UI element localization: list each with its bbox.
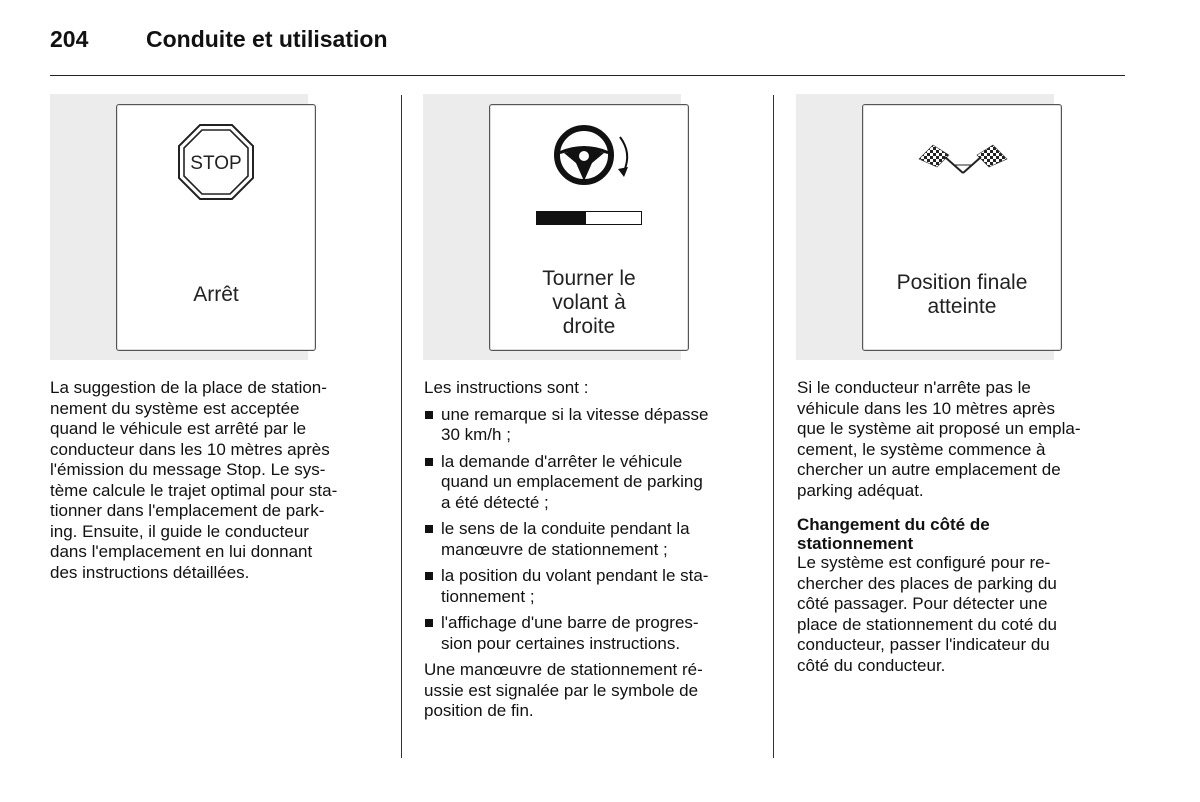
text-line: une remarque si la vitesse dépasse: [441, 404, 709, 424]
figure-steer-card: [489, 104, 689, 351]
figure-steer-label-line: droite: [562, 315, 616, 338]
text-line: la position du volant pendant le sta-: [441, 566, 709, 585]
bullet-square-icon: [425, 619, 433, 627]
text-line: La suggestion de la place de station-: [50, 378, 327, 397]
text-line: conducteur, passer l'indicateur du: [797, 635, 1050, 654]
text-line: ussie est signalée par le symbole de: [424, 680, 699, 700]
text-line: l'affichage d'une barre de progres-: [441, 613, 699, 632]
column-divider-1: [401, 95, 402, 758]
progress-bar-fill: [537, 212, 586, 224]
text-line: a été détecté ;: [441, 492, 549, 512]
text-line: Une manœuvre de stationnement ré-: [424, 660, 703, 679]
list-item: [424, 613, 764, 654]
text-line: place de stationnement du coté du: [797, 614, 1057, 634]
page-header: [50, 26, 388, 53]
text-line: Si le conducteur n'arrête pas le: [797, 378, 1031, 397]
text-line: sion pour certaines instructions.: [441, 633, 681, 653]
text-line: quand un emplacement de parking: [441, 472, 703, 491]
text-line: position de fin.: [424, 701, 534, 720]
text-line: le sens de la conduite pendant la: [441, 519, 690, 538]
figure-finish-card: [862, 104, 1062, 351]
checkered-flags-icon: [915, 141, 1011, 175]
figure-stop-panel: [50, 94, 308, 360]
section-heading: [797, 515, 1127, 553]
text-line: Le système est configuré pour re-: [797, 553, 1051, 572]
instructions-list: [424, 405, 764, 655]
figure-stop-label: Arrêt: [193, 283, 239, 306]
text-line: stationnement: [797, 534, 914, 553]
column-3-text: [797, 378, 1127, 676]
list-item: [424, 405, 764, 446]
list-item: [424, 519, 764, 560]
bullet-square-icon: [425, 458, 433, 466]
text-line: côté passager. Pour détecter une: [797, 594, 1048, 613]
text-line: conducteur dans les 10 mètres après: [50, 439, 330, 459]
text-line: ing. Ensuite, il guide le conducteur: [50, 521, 309, 541]
header-rule: [50, 75, 1125, 76]
figure-steer-label-line: volant à: [552, 291, 626, 314]
figure-finish-label-line: atteinte: [927, 295, 997, 318]
text-line: côté du conducteur.: [797, 655, 946, 675]
column-1-text: [50, 378, 390, 583]
text-line: tionnement ;: [441, 586, 535, 606]
body-paragraph: [797, 378, 1127, 501]
progress-bar: [536, 211, 642, 225]
figure-steer-label-line: Tourner le: [542, 267, 636, 290]
figure-steer-label: [490, 267, 688, 339]
instructions-intro: Les instructions sont :: [424, 378, 589, 397]
text-line: des instructions détaillées.: [50, 562, 250, 582]
text-line: nement du système est acceptée: [50, 398, 300, 418]
figure-finish-label: [863, 271, 1061, 319]
text-line: la demande d'arrêter le véhicule: [441, 451, 683, 471]
figure-finish-panel: [796, 94, 1054, 360]
bullet-square-icon: [425, 411, 433, 419]
list-item: [424, 452, 764, 514]
text-line: véhicule dans les 10 mètres après: [797, 398, 1055, 418]
text-line: parking adéquat.: [797, 480, 924, 500]
text-line: cement, le système commence à: [797, 439, 1046, 459]
stop-sign-text: STOP: [190, 153, 242, 174]
column-2-text: [424, 378, 764, 722]
body-paragraph: [797, 553, 1127, 676]
page-title: Conduite et utilisation: [146, 26, 388, 52]
steering-wheel-icon: [552, 123, 638, 187]
figure-stop-card: [116, 104, 316, 351]
column-divider-2: [773, 95, 774, 758]
bullet-square-icon: [425, 572, 433, 580]
text-line: tème calcule le trajet optimal pour sta-: [50, 480, 338, 500]
text-line: quand le véhicule est arrêté par le: [50, 419, 307, 438]
text-line: chercher des places de parking du: [797, 573, 1057, 593]
text-line: tionner dans l'emplacement de park-: [50, 501, 325, 520]
text-line: que le système ait proposé un empla-: [797, 419, 1081, 438]
text-line: chercher un autre emplacement de: [797, 460, 1061, 479]
instructions-outro: [424, 660, 764, 722]
page-number: 204: [50, 26, 89, 52]
bullet-square-icon: [425, 525, 433, 533]
text-line: manœuvre de stationnement ;: [441, 539, 668, 559]
text-line: 30 km/h ;: [441, 425, 511, 444]
body-paragraph: [50, 378, 390, 583]
stop-sign-icon: [177, 123, 255, 201]
text-line: l'émission du message Stop. Le sys-: [50, 460, 326, 479]
list-item: [424, 566, 764, 607]
text-line: Changement du côté de: [797, 515, 990, 534]
figure-finish-label-line: Position finale: [896, 271, 1028, 294]
figure-steer-panel: [423, 94, 681, 360]
text-line: dans l'emplacement en lui donnant: [50, 542, 313, 561]
